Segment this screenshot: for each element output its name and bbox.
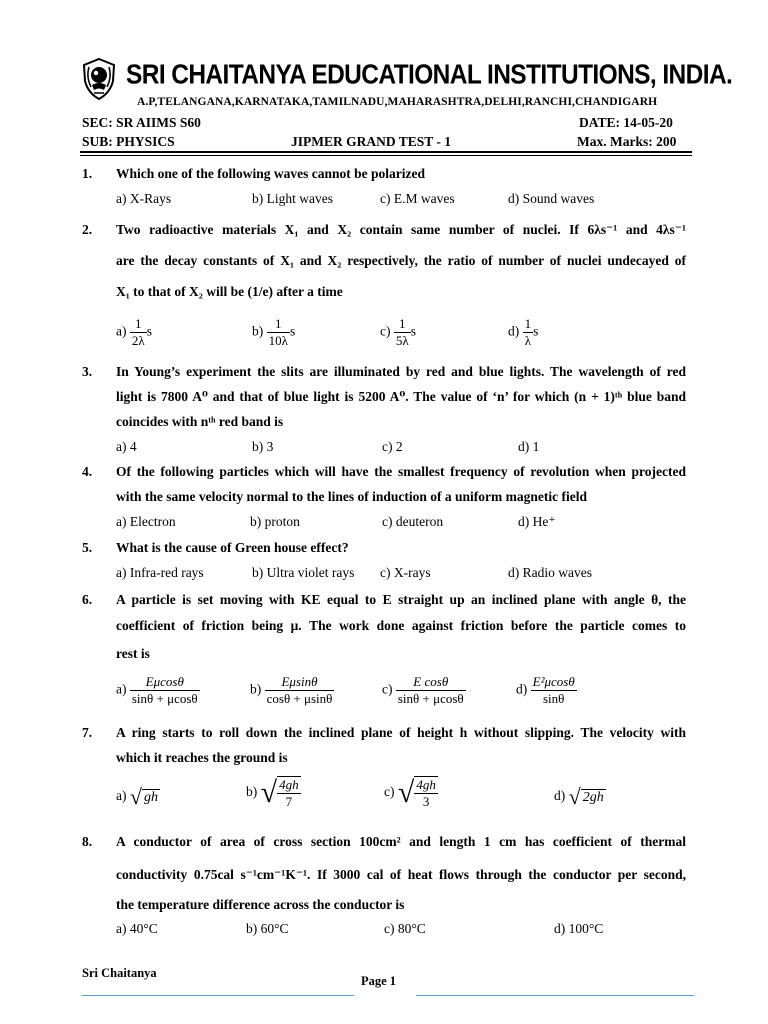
- option-prefix: b): [252, 323, 264, 339]
- header-divider: [80, 151, 692, 153]
- header-divider-thin: [80, 155, 692, 156]
- footer-line-right: [416, 995, 694, 996]
- question-text-line-3: X₁ to that of X₂ will be (1/e) after a time: [116, 284, 343, 299]
- footer-brand: Sri Chaitanya: [82, 966, 157, 980]
- question-text-line-2: coefficient of friction being μ. The work done against friction before the particle comes to: [116, 618, 686, 633]
- option-a: [116, 674, 200, 707]
- question-text-line-1: In Young’s experiment the slits are illuminated by red and blue lights. The wavelength of red: [116, 364, 686, 379]
- option-a: a) 40°C: [116, 921, 158, 936]
- option-prefix: c): [382, 681, 393, 697]
- numerator: 1: [267, 316, 290, 333]
- question-number: 3.: [82, 364, 93, 379]
- test-name: JIPMER GRAND TEST - 1: [291, 134, 452, 149]
- question-number: 5.: [82, 540, 93, 555]
- option-a: a) Electron: [116, 514, 176, 529]
- option-c: [384, 776, 438, 810]
- option-d: d) Radio waves: [508, 565, 592, 580]
- option-c: [380, 316, 416, 349]
- fraction: [523, 316, 534, 349]
- question-text-line-2: which it reaches the ground is: [116, 750, 288, 765]
- option-b: b) 3: [252, 439, 274, 454]
- unit: s: [533, 323, 539, 339]
- option-c: [382, 674, 466, 707]
- question-number: 7.: [82, 725, 93, 740]
- option-prefix: c): [380, 323, 391, 339]
- option-a: a) Infra-red rays: [116, 565, 204, 580]
- unit: s: [146, 323, 152, 339]
- page-number: Page 1: [361, 974, 397, 988]
- question-text-line-1: Two radioactive materials X₁ and X₂ contain same number of nuclei. If 6λs⁻¹ and 4λs⁻¹: [116, 222, 686, 237]
- denominator: 3: [422, 794, 430, 809]
- numerator: 1: [130, 316, 147, 333]
- numerator: 4gh: [279, 777, 299, 792]
- option-c: c) 2: [382, 439, 403, 454]
- option-prefix: a): [116, 788, 127, 804]
- option-d: d) 100°C: [554, 921, 604, 936]
- question-text-line-3: coincides with nᵗʰ red band is: [116, 414, 284, 429]
- option-b: b) Ultra violet rays: [252, 565, 355, 580]
- option-b: [246, 776, 301, 810]
- question-text-line-1: Of the following particles which will have the smallest frequency of revolution when projected: [116, 464, 686, 479]
- option-b: b) 60°C: [246, 921, 289, 936]
- option-b: b) Light waves: [252, 191, 333, 206]
- footer-line-left: [82, 995, 354, 996]
- option-c: c) deuteron: [382, 514, 444, 529]
- option-c: c) X-rays: [380, 565, 431, 580]
- option-b: b) proton: [250, 514, 300, 529]
- fraction: [265, 674, 335, 707]
- unit: s: [410, 323, 416, 339]
- max-marks-label: Max. Marks: 200: [577, 134, 677, 149]
- fraction: [130, 674, 200, 707]
- numerator: 1: [524, 316, 532, 331]
- option-a: [116, 316, 152, 349]
- denominator: sinθ: [542, 691, 565, 706]
- option-d: [516, 674, 577, 707]
- denominator: 7: [285, 794, 293, 809]
- denominator: sinθ + μcosθ: [397, 691, 464, 706]
- option-prefix: b): [246, 784, 258, 800]
- numerator: E cosθ: [396, 674, 466, 691]
- fraction: [531, 674, 577, 707]
- denominator: 2λ: [131, 333, 145, 348]
- denominator: 10λ: [268, 333, 288, 348]
- denominator: cosθ + μsinθ: [266, 691, 333, 706]
- option-c: c) E.M waves: [380, 191, 455, 206]
- question-text-line-1: A conductor of area of cross section 100cm² and length 1 cm has coefficient of thermal: [116, 834, 686, 849]
- square-root: √ $\frac{4gh}{7}$: [260, 776, 299, 809]
- option-d: d) He⁺: [518, 514, 556, 529]
- question-text-line-2: are the decay constants of X₁ and X₂ respectively, the ratio of number of nuclei undecayed of: [116, 253, 686, 268]
- question-number: 8.: [82, 834, 93, 849]
- option-d: d) Sound waves: [508, 191, 595, 206]
- fraction: [394, 316, 411, 349]
- option-prefix: d): [554, 788, 566, 804]
- option-prefix: a): [116, 681, 127, 697]
- option-b: [250, 674, 334, 707]
- question-number: 6.: [82, 592, 93, 607]
- numerator: 4gh: [416, 777, 436, 792]
- option-d: [508, 316, 538, 349]
- numerator: 1: [394, 316, 411, 333]
- option-c: c) 80°C: [384, 921, 426, 936]
- question-number: 4.: [82, 464, 93, 479]
- fraction: [396, 674, 466, 707]
- question-text-line-3: the temperature difference across the conductor is: [116, 897, 405, 912]
- date-label: DATE: 14-05-20: [579, 115, 673, 130]
- option-prefix: c): [384, 784, 395, 800]
- subject-label: SUB: PHYSICS: [82, 134, 175, 149]
- institution-title: SRI CHAITANYA EDUCATIONAL INSTITUTIONS, INDIA.: [126, 60, 733, 91]
- option-a: a) 4: [116, 439, 137, 454]
- denominator: 5λ: [395, 333, 409, 348]
- question-text-line-3: rest is: [116, 646, 150, 661]
- numerator: E²μcosθ: [532, 674, 575, 689]
- states-list: A.P,TELANGANA,KARNATAKA,TAMILNADU,MAHARASHTRA,DELHI,RANCHI,CHANDIGARH: [137, 96, 658, 108]
- option-prefix: d): [516, 681, 528, 697]
- fraction: [130, 316, 147, 349]
- option-prefix: a): [116, 323, 127, 339]
- radicand: 2gh: [582, 789, 604, 805]
- option-a: [116, 784, 160, 810]
- numerator: Eμsinθ: [265, 674, 335, 691]
- institution-logo-icon: [80, 57, 118, 101]
- question-text-line-1: A ring starts to roll down the inclined plane of height h without slipping. The velocity with: [116, 725, 686, 740]
- option-d: d) 1: [518, 439, 540, 454]
- section-label: SEC: SR AIIMS S60: [82, 115, 201, 130]
- question-number: 2.: [82, 222, 93, 237]
- option-d: [554, 784, 606, 810]
- question-text: Which one of the following waves cannot be polarized: [116, 166, 425, 181]
- question-text: What is the cause of Green house effect?: [116, 540, 349, 555]
- question-text-line-2: light is 7800 A⁰ and that of blue light is 5200 A⁰. The value of ‘n’ for which (n + 1)ᵗʰ blue band: [116, 389, 686, 404]
- square-root: √ $\frac{4gh}{3}$: [397, 776, 436, 809]
- fraction: [267, 316, 290, 349]
- unit: s: [289, 323, 296, 339]
- denominator: sinθ + μcosθ: [131, 691, 198, 706]
- square-root: √ 2gh: [568, 784, 604, 809]
- denominator: λ: [524, 333, 532, 348]
- radicand: gh: [143, 789, 158, 805]
- question-number: 1.: [82, 166, 93, 181]
- option-prefix: d): [508, 323, 520, 339]
- option-a: a) X-Rays: [116, 191, 172, 206]
- question-text-line-2: conductivity 0.75cal s⁻¹cm⁻¹K⁻¹. If 3000 cal of heat flows through the conductor per second,: [116, 867, 686, 882]
- question-text-line-1: A particle is set moving with KE equal to E straight up an inclined plane with angle θ, the: [116, 592, 686, 607]
- question-text-line-2: with the same velocity normal to the lines of induction of a uniform magnetic field: [116, 489, 587, 504]
- option-b: [252, 316, 295, 349]
- option-prefix: b): [250, 681, 262, 697]
- square-root: √ gh: [129, 784, 158, 809]
- numerator: Eμcosθ: [130, 674, 200, 691]
